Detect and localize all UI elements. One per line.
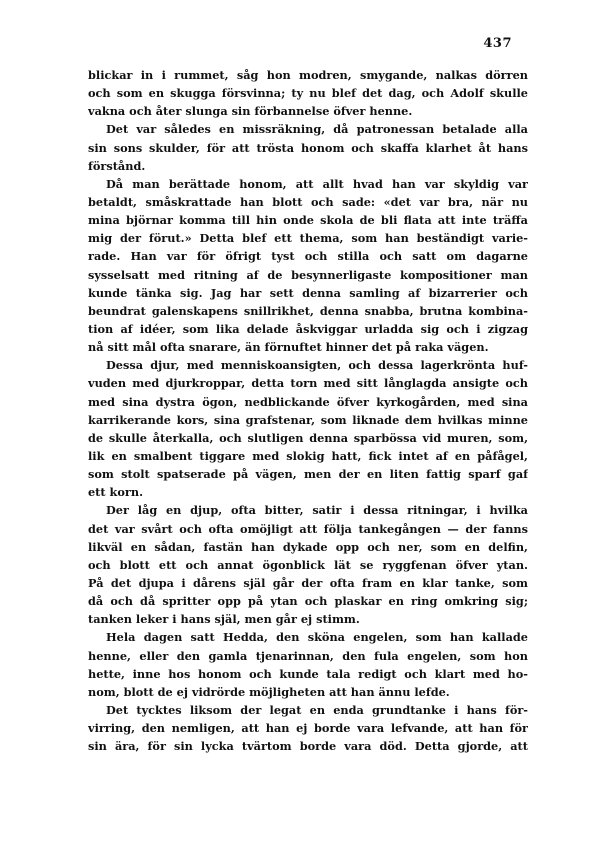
text-line: sin sons skulder, för att trösta honom och skaffa klarhet åt hans <box>88 140 528 155</box>
text-line: karrikerande kors, sina grafstenar, som liknade dem hvilkas minne <box>88 412 528 427</box>
text-line: kunde tänka sig. Jag har sett denna samling af bizarrerier och <box>88 285 528 300</box>
text-line: nå sitt mål ofta snarare, än förnuftet hinner det på raka vägen. <box>88 340 489 355</box>
text-line: På det djupa i dårens själ går der ofta fram en klar tanke, som <box>88 575 528 590</box>
text-line: hette, inne hos honom och kunde tala redigt och klart med ho- <box>88 666 528 681</box>
text-line: och blott ett och annat ögonblick lät se ryggfenan öfver ytan. <box>88 557 528 572</box>
text-line: beundrat galenskapens snillrikhet, denna snabba, brutna kombina- <box>88 303 528 318</box>
body-text <box>88 66 528 755</box>
text-line: med sina dystra ögon, nedblickande öfver kyrkogården, med sina <box>88 394 528 409</box>
text-line: då och då spritter opp på ytan och plaskar en ring omkring sig; <box>88 594 528 609</box>
text-line: nom, blott de ej vidrörde möjligheten att han ännu lefde. <box>88 684 450 699</box>
text-line: Det tycktes liksom der legat en enda grundtanke i hans för- <box>106 702 528 717</box>
text-line: tion af idéer, som lika delade åskviggar urladda sig och i zigzag <box>88 321 528 336</box>
text-line: förstånd. <box>88 158 146 173</box>
text-line: som stolt spatserade på vägen, men der en liten fattig sparf gaf <box>88 467 528 482</box>
text-line: de skulle återkalla, och slutligen denna sparbössa vid muren, som, <box>88 430 528 445</box>
text-line: Hela dagen satt Hedda, den sköna engelen, som han kallade <box>106 630 528 645</box>
text-line: det var svårt och ofta omöjligt att följa tankegången — der fanns <box>88 521 528 536</box>
text-line: likväl en sådan, fastän han dykade opp och ner, som en delfin, <box>88 539 528 554</box>
text-line: henne, eller den gamla tjenarinnan, den fula engelen, som hon <box>88 648 528 663</box>
text-line: vakna och åter slunga sin förbannelse öfver henne. <box>88 104 413 119</box>
text-line: lik en smalbent tiggare med slokig hatt, fick intet af en påfågel, <box>88 448 528 463</box>
text-line: tanken leker i hans själ, men går ej stimm. <box>88 612 360 627</box>
text-line: blickar in i rummet, såg hon modren, smygande, nalkas dörren <box>88 68 528 82</box>
text-line: Då man berättade honom, att allt hvad han var skyldig var <box>106 176 528 191</box>
text-line: ett korn. <box>88 485 144 500</box>
text-line: och som en skugga försvinna; ty nu blef det dag, och Adolf skulle <box>88 86 528 101</box>
text-line: rade. Han var för öfrigt tyst och stilla och satt om dagarne <box>88 249 528 264</box>
text-line: mina björnar komma till hin onde skola de bli flata att inte träffa <box>88 213 528 228</box>
text-line: Det var således en missräkning, då patronessan betalade alla <box>106 122 528 137</box>
text-line: vuden med djurkroppar, detta torn med sitt långlagda ansigte och <box>88 376 528 391</box>
text-line: Dessa djur, med menniskoansigten, och dessa lagerkrönta huf- <box>106 358 528 373</box>
page-number: 437 <box>483 36 512 51</box>
text-line: virring, den nemligen, att han ej borde vara lefvande, att han för <box>88 721 528 736</box>
text-line: betaldt, småskrattade han blott och sade: «det var bra, när nu <box>88 194 528 209</box>
text-line: Der låg en djup, ofta bitter, satir i dessa ritningar, i hvilka <box>106 503 528 518</box>
text-line: mig der förut.» Detta blef ett thema, som han beständigt varie- <box>88 231 528 246</box>
text-line: sin ära, för sin lycka tvärtom borde vara död. Detta gjorde, att <box>88 739 528 754</box>
text-line: sysselsatt med ritning af de besynnerligaste kompositioner man <box>88 267 528 282</box>
